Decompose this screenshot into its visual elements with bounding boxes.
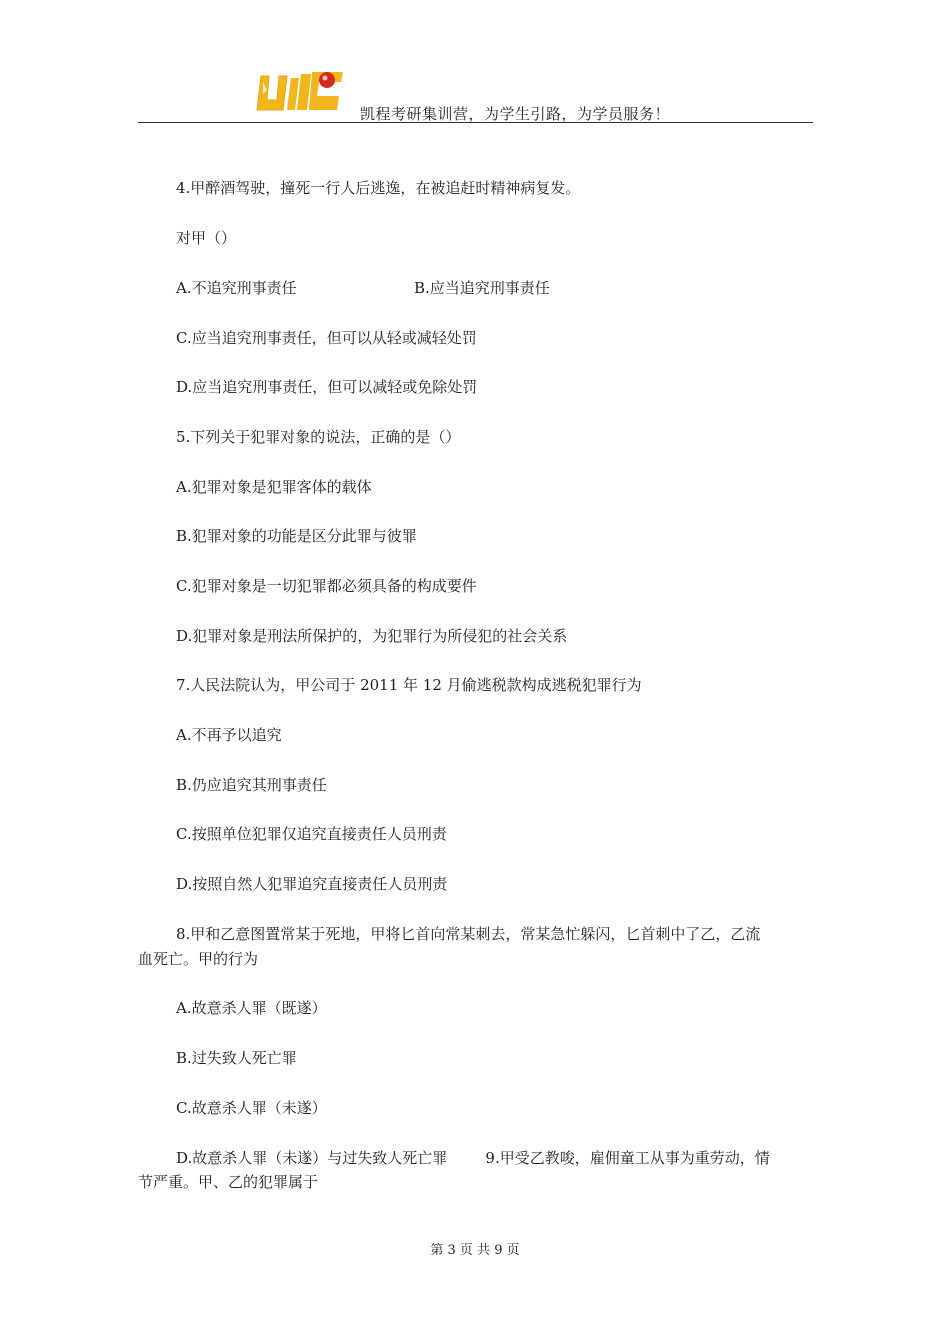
q8-option-b: B.过失致人死亡罪 — [176, 1049, 297, 1067]
q5-stem: 5.下列关于犯罪对象的说法，正确的是（） — [176, 428, 461, 446]
header-divider — [138, 122, 813, 123]
page-header — [0, 0, 950, 130]
q4-prompt: 对甲（） — [176, 229, 237, 247]
logo-red-dot — [319, 72, 335, 88]
q7-option-d: D.按照自然人犯罪追究直接责任人员刑责 — [176, 875, 448, 893]
q8-option-a: A.故意杀人罪（既遂） — [176, 999, 327, 1017]
logo-glyph-1 — [257, 76, 287, 110]
kaicheng-logo — [255, 66, 345, 118]
q4-option-a: A.不追究刑事责任 — [176, 279, 297, 297]
q8-stem-line-1: 8.甲和乙意图置常某于死地，甲将匕首向常某刺去，常某急忙躲闪，匕首刺中了乙，乙流 — [176, 925, 761, 943]
q8-option-d-and-q9-stem: D.故意杀人罪（未遂）与过失致人死亡罪 9.甲受乙教唆，雇佣童工从事为重劳动，情 — [176, 1149, 770, 1167]
q4-stem: 4.甲醉酒驾驶，撞死一行人后逃逸，在被追赶时精神病复发。 — [176, 179, 581, 197]
q7-option-b: B.仍应追究其刑事责任 — [176, 776, 327, 794]
q7-option-a: A.不再予以追究 — [176, 726, 282, 744]
q4-option-d: D.应当追究刑事责任，但可以减轻或免除处罚 — [176, 378, 478, 396]
q5-option-c: C.犯罪对象是一切犯罪都必须具备的构成要件 — [176, 577, 477, 595]
q4-option-c: C.应当追究刑事责任，但可以从轻或减轻处罚 — [176, 329, 477, 347]
q5-option-d: D.犯罪对象是刑法所保护的，为犯罪行为所侵犯的社会关系 — [176, 627, 568, 645]
q8-option-c: C.故意杀人罪（未遂） — [176, 1099, 327, 1117]
page-footer: 第 3 页 共 9 页 — [430, 1243, 520, 1258]
q5-option-a: A.犯罪对象是犯罪客体的载体 — [176, 478, 372, 496]
q5-option-b: B.犯罪对象的功能是区分此罪与彼罪 — [176, 527, 417, 545]
q8-stem-line-2: 血死亡。甲的行为 — [138, 950, 259, 968]
q4-option-b: B.应当追究刑事责任 — [414, 279, 550, 297]
q7-option-c: C.按照单位犯罪仅追究直接责任人员刑责 — [176, 825, 447, 843]
q7-stem: 7.人民法院认为，甲公司于 2011 年 12 月偷逃税款构成逃税犯罪行为 — [176, 676, 642, 694]
header-slogan: 凯程考研集训营，为学生引路，为学员服务！ — [360, 105, 671, 123]
q9-stem-line-2: 节严重。甲、乙的犯罪属于 — [138, 1173, 319, 1191]
